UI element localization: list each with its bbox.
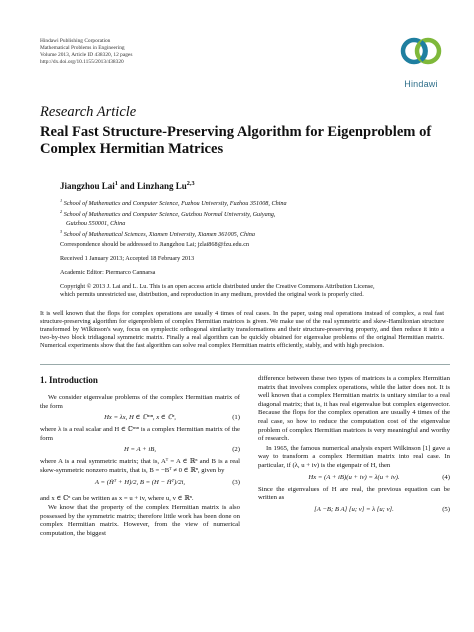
- paragraph: We know that the property of the complex Hermitian matrix is also possessed by the symmetric matrix; therefore little work has been done on complex Hermitian matrix. However, from the view of numerical computation, the biggest: [40, 504, 240, 537]
- correspondence: Correspondence should be addressed to Jiangzhou Lai; jzlai868@fzu.edu.cn: [60, 241, 250, 248]
- paragraph: We consider eigenvalue problems of the complex Hermitian matrix of the form: [40, 394, 240, 410]
- equation-number: (2): [232, 446, 240, 454]
- author-2-affil: 2,3: [186, 180, 195, 187]
- equation-2: [40, 444, 240, 458]
- section-divider: [40, 364, 450, 365]
- equation-5: [258, 504, 450, 522]
- title-line-2: Complex Hermitian Matrices: [40, 141, 224, 157]
- author-1: Jiangzhou Lai: [60, 181, 115, 191]
- title-line-1: Real Fast Structure-Preserving Algorithm for Eigenproblem of: [40, 124, 432, 140]
- author-conjunction: and: [117, 181, 137, 191]
- header-journal: Mathematical Problems in Engineering: [40, 45, 125, 51]
- affiliation-1: $^1$ School of Mathematics and Computer Science, Fuzhou University, Fuzhou 351008, China: [60, 198, 287, 208]
- academic-editor: Academic Editor: Piermarco Cannarsa: [60, 269, 156, 276]
- publisher-logo: [394, 34, 448, 90]
- header-volume: Volume 2013, Article ID 438320, 12 pages: [40, 52, 133, 58]
- paragraph: and x ∈ ℂⁿ can be written as x = u + iv, where u, v ∈ ℝⁿ.: [40, 494, 194, 502]
- affiliation-3: $^3$ School of Mathematical Sciences, Xiamen University, Xiamen 361005, China: [60, 229, 255, 239]
- equation-4: [258, 472, 450, 486]
- equation-3: [40, 477, 240, 495]
- paper-title: [40, 124, 450, 158]
- left-column: [40, 394, 240, 540]
- article-type: Research Article: [40, 104, 137, 120]
- equation-body: Hx = (A + iB)(u + iv) = λ(u + iv).: [308, 473, 400, 481]
- right-column: [258, 375, 450, 522]
- section-heading: 1. Introduction: [40, 375, 98, 385]
- equation-number: (3): [232, 478, 240, 486]
- author-list: [60, 180, 195, 191]
- equation-number: (5): [442, 505, 450, 513]
- hindawi-logo-icon: [399, 34, 443, 74]
- equation-number: (1): [232, 414, 240, 422]
- logo-wordmark: Hindawi: [404, 79, 438, 89]
- affiliation-2-cont: Guizhou 550001, China: [66, 219, 126, 227]
- equation-body: [A −B; B A] [u; v] = λ [u; v].: [314, 505, 394, 513]
- paragraph: difference between these two types of matrices is a complex Hermitian matrix that involves complex operations, while the latter does not. It is well known that a complex Hermitian matrix is unitary similar to a real diagonal matrix; that is, it has real eigenvalue but complex eigenvector. Because the flops for the complex operation are usually 4 times of the real case, so how to reduce the computation cost of the eigenvalue problem of complex Hermitian matrices is very meaningful and worthy of research.: [258, 375, 450, 443]
- received-dates: Received 1 January 2013; Accepted 18 February 2013: [60, 255, 195, 262]
- equation-body: A = (H̄ᵀ + H)/2, B = (H − H̄ᵀ)/2i,: [94, 478, 186, 486]
- author-1-affil: 1: [114, 180, 118, 187]
- paragraph: In 1965, the famous numerical analysis expert Wilkinson [1] gave a way to transform a complex Hermitian matrix into real case. In particular, if (λ, u + iv) is the eigenpair of H, then: [258, 444, 450, 469]
- copyright-notice: [60, 283, 460, 299]
- header-doi: http://dx.doi.org/10.1155/2013/438320: [40, 59, 124, 65]
- equation-body: H = A + iB,: [123, 446, 156, 454]
- paragraph: where λ is a real scalar and H ∈ ℂⁿˣⁿ is a complex Hermitian matrix of the form: [40, 426, 240, 442]
- equation-1: [40, 412, 240, 426]
- copyright-line-1: Copyright © 2013 J. Lai and L. Lu. This is an open access article distributed under the Creative Commons Attribution License,: [60, 283, 375, 290]
- equation-number: (4): [442, 473, 450, 481]
- paragraph: Since the eigenvalues of H are real, the previous equation can be written as: [258, 485, 450, 502]
- affiliations: [60, 197, 450, 239]
- header-publisher: Hindawi Publishing Corporation: [40, 38, 111, 44]
- abstract: It is well known that the flops for complex operations are usually 4 times of real cases. In the paper, using real operations instead of complex, a real fast structure-preserving algorithm for eigenproblem of complex Hermitian matrices is given. We make use of the real symmetric and skew-Hamiltonian structure transformed by Wilkinson's way, focus on symplectic orthogonal similarity transformations and their structure-preserving property, and then reduce it into a two-by-two block tridiagonal symmetric matrix. Finally a real algorithm can be quickly obtained for eigenvalue problems of the original Hermitian matrix. Numerical experiments show that the fast algorithm can solve real complex Hermitian matrix efficiently, stably, and with high precision.: [40, 310, 444, 350]
- affiliation-2: $^2$ School of Mathematics and Computer Science, Guizhou Normal University, Guiyang,: [60, 209, 276, 219]
- journal-header: [40, 38, 132, 66]
- author-2: Linzhang Lu: [136, 181, 187, 191]
- paragraph: where A is a real symmetric matrix; that is, Aᵀ = A ∈ ℝⁿ and B is a real skew-symmetric nonzero matrix, that is, B = −Bᵀ ≠ 0 ∈ ℝⁿ, given by: [40, 458, 240, 474]
- copyright-line-2: which permits unrestricted use, distribution, and reproduction in any medium, provided the original work is properly cited.: [60, 291, 364, 298]
- equation-body: Hx = λx, H ∈ ℂⁿˣⁿ, x ∈ ℂⁿ,: [104, 414, 176, 422]
